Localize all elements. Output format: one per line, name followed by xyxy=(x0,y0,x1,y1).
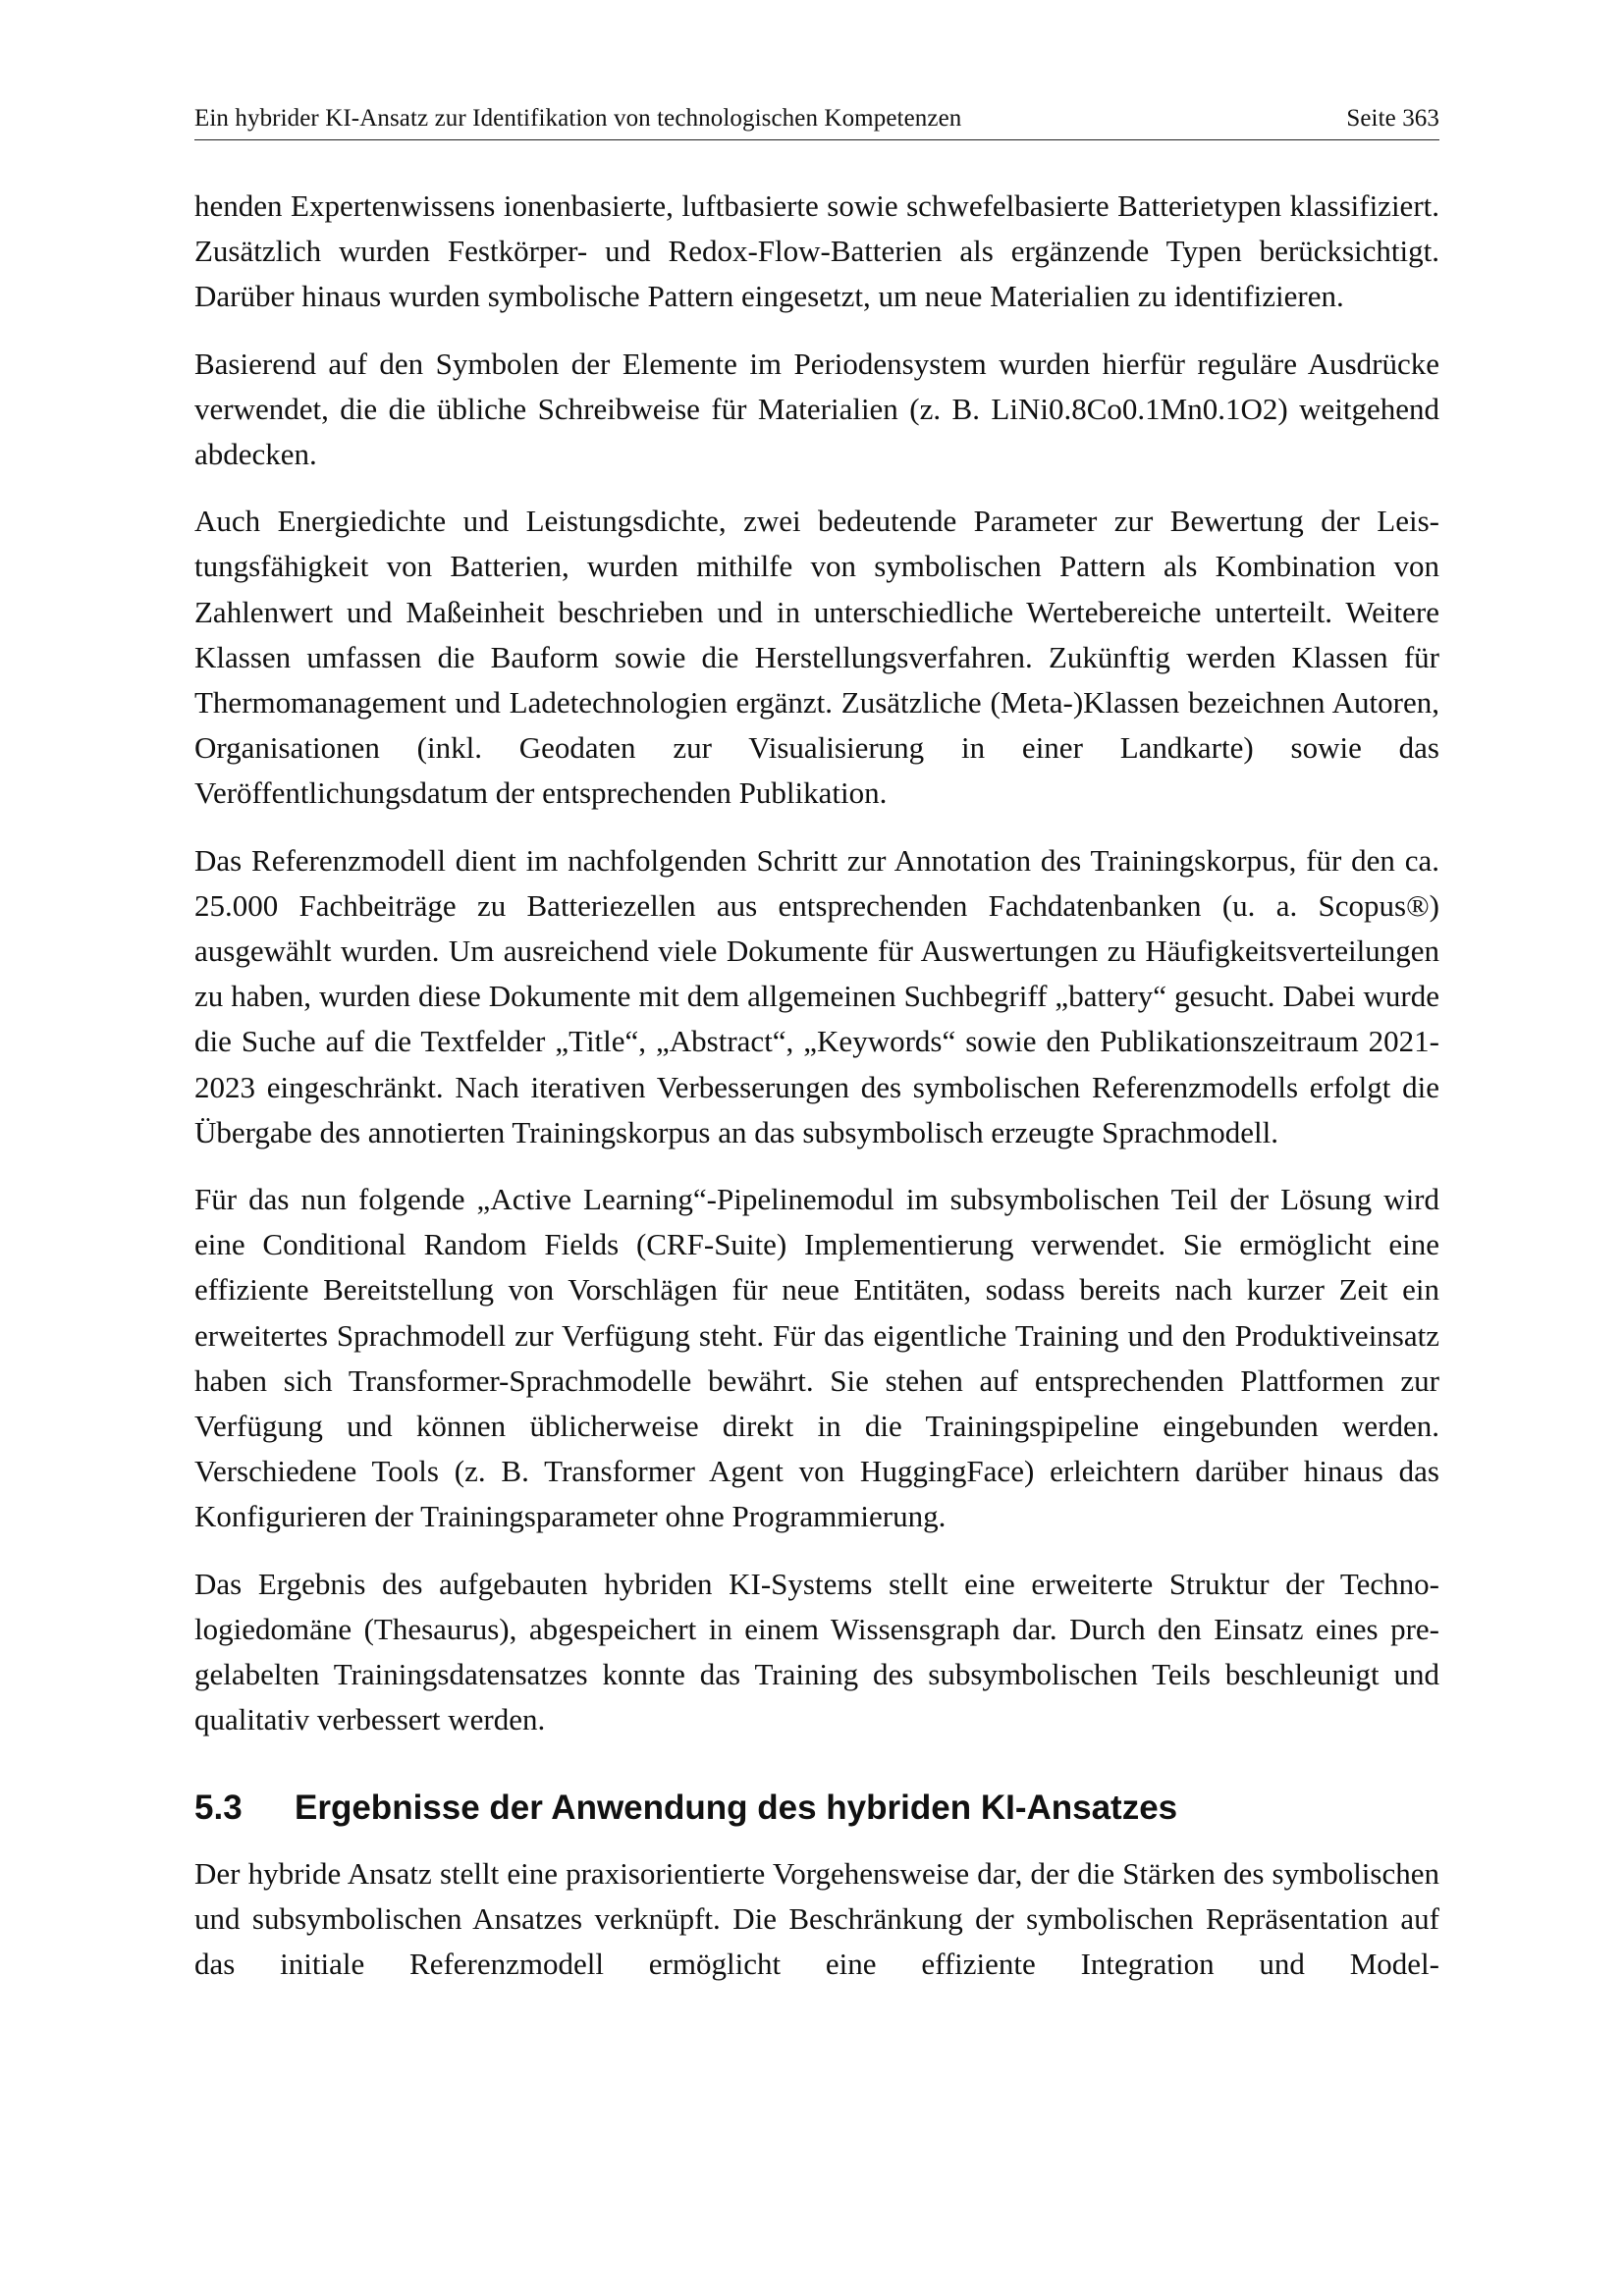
paragraph-battery-types: henden Expertenwissens ionenbasierte, luftbasierte sowie schwefelbasierte Batterietypen klassifiziert. Zusätzlich wurden Festkörper- und Redox-Flow-Batterien als ergänzende Typen berücksichtigt. Darüber hinaus wurden symbolische Pattern eingesetzt, um neue Materialien zu identifizieren. xyxy=(194,188,1439,314)
running-header xyxy=(194,104,1439,140)
section-number: 5.3 xyxy=(194,1788,243,1827)
section-title: Ergebnisse der Anwendung des hybriden KI-Ansatzes xyxy=(295,1788,1178,1827)
document-page xyxy=(194,104,1439,2008)
paragraph-reference-model: Das Referenzmodell dient im nachfolgenden Schritt zur Annotation des Trainingskorpus, für den ca. 25.000 Fachbeiträge zu Batteriezellen aus entsprechenden Fachdatenbanken (u. a. Scopus®) ausgewählt wurden. Um ausreichend viele Dokumente für Auswertungen zu Häufigkeitsverteilungen zu haben, wurden diese Dokumente mit dem allgemeinen Suchbegriff „battery“ gesucht. Dabei wurde die Suche auf die Textfelder „Title“, „Abstract“, „Keywords“ sowie den Publikationszeitraum 2021-2023 eingeschränkt. Nach iterativen Verbesserungen des symbolischen Referenzmodells erfolgt die Übergabe des annotierten Trainingskorpus an das subsymbolisch erzeugte Sprachmodell. xyxy=(194,842,1439,1149)
paragraph-hybrid-approach: Der hybride Ansatz stellt eine praxisorientierte Vorgehensweise dar, der die Stärken des symbolischen und subsymbolischen Ansatzes verknüpft. Die Beschränkung der symbolischen Repräsentation auf das initiale Referenzmodell ermöglicht eine effiziente Integration und Model- xyxy=(194,1855,1439,1981)
running-title: Ein hybrider KI-Ansatz zur Identifikation von technologischen Kompetenzen xyxy=(194,105,962,132)
paragraph-active-learning: Für das nun folgende „Active Learning“-Pipelinemodul im subsymbolischen Teil der Lösung wird eine Conditional Random Fields (CRF-Suite) Implementierung verwendet. Sie ermöglicht eine effiziente Bereitstellung von Vorschlägen für neue Entitäten, sodass bereits nach kurzer Zeit ein erweitertes Sprachmodell zur Verfügung steht. Für das eigentliche Training und den Produktiveinsatz haben sich Transformer-Sprachmodelle bewährt. Sie stehen auf entsprechenden Plattformen zur Verfügung und können üblicherweise direkt in die Trainingspipeline eingebunden werden. Verschiedene Tools (z. B. Transformer Agent von HuggingFace) erleichtern darüber hinaus das Konfigurieren der Trainingsparameter ohne Programmierung. xyxy=(194,1182,1439,1534)
page-number: Seite 363 xyxy=(1346,105,1439,132)
paragraph-result: Das Ergebnis des aufgebauten hybriden KI-Systems stellt eine erweiterte Struktur der Technologiedomäne (Thesaurus), abgespeichert in einem Wissensgraph dar. Durch den Einsatz eines pre-gelabelten Trainingsdatensatzes konnte das Training des subsymbolischen Teils beschleunigt und qualitativ verbessert werden. xyxy=(194,1566,1439,1737)
paragraph-energy-density: Auch Energiedichte und Leistungsdichte, zwei bedeutende Parameter zur Bewertung der Leistungsfähigkeit von Batterien, wurden mithilfe von symbolischen Pattern als Kombination von Zahlenwert und Maßeinheit beschrieben und in unterschiedliche Wertebereiche unterteilt. Weitere Klassen umfassen die Bauform sowie die Herstellungsverfahren. Zukünftig werden Klassen für Thermomanagement und Ladetechnologien ergänzt. Zusätzliche (Meta-)Klassen bezeichnen Autoren, Organisationen (inkl. Geodaten zur Visualisierung in einer Landkarte) sowie das Veröffentlichungsdatum der entsprechenden Publikation. xyxy=(194,504,1439,811)
section-heading xyxy=(194,1787,1439,1830)
body-text xyxy=(194,184,1439,1987)
paragraph-regular-expressions: Basierend auf den Symbolen der Elemente im Periodensystem wurden hierfür reguläre Ausdrücke verwendet, die die übliche Schreibweise für Materialien (z. B. LiNi0.8Co0.1Mn0.1O2) weitgehend abdecken. xyxy=(194,346,1439,472)
